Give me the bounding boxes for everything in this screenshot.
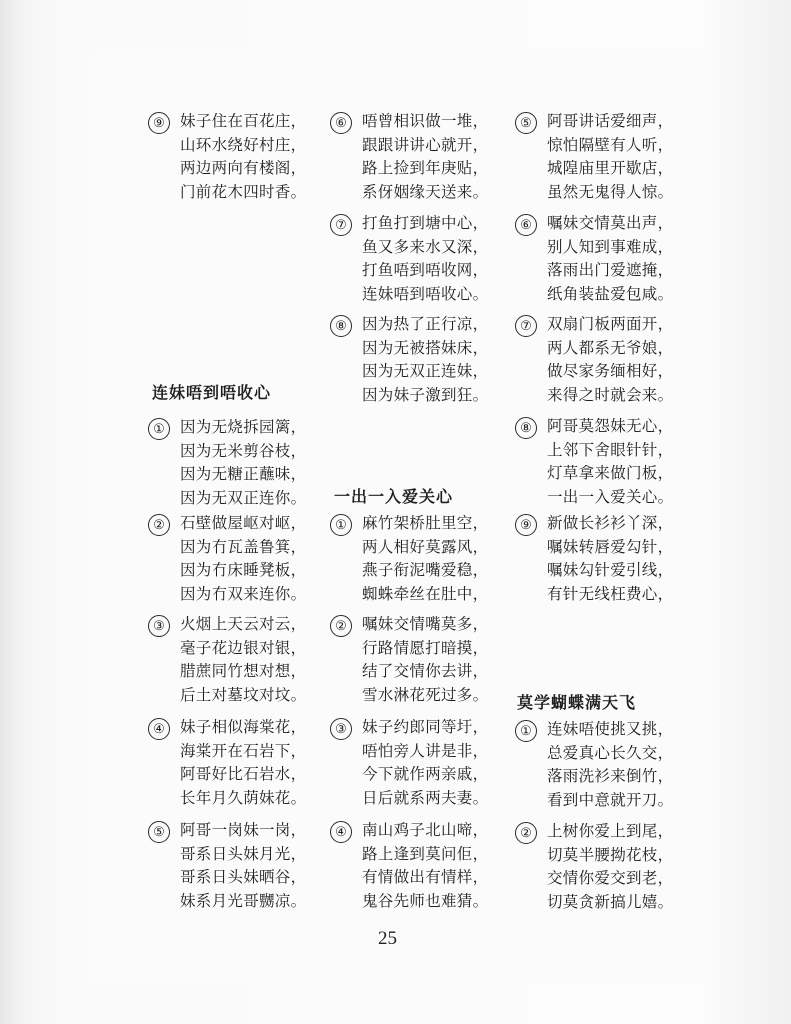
verse-line: 腊蔗同竹想对想， [180,662,307,680]
stanza-number: ⑥ [515,214,537,236]
verse-line: 长年月久荫妹花。 [180,788,307,807]
verse-line: 惊怕隔壁有人听， [547,135,674,154]
verse-line: 因为无被搭妹床， [362,338,489,357]
stanza-lines [180,416,306,510]
stanza-lines [180,512,306,606]
stanza-lines [362,613,488,707]
section-heading: 一出一入爱关心 [334,487,454,506]
verse-line: 系伢姻缘天送来。 [362,182,489,201]
verse-line: 妹系月光哥嬲凉。 [180,891,307,910]
verse-line: 阿哥讲话爱细声， [547,112,674,130]
verse-line: 唔曾相识做一堆， [362,112,489,130]
verse-line: 燕子衔泥嘴爱稳， [362,561,489,579]
verse-line: 有情做出有情样， [362,868,489,886]
stanza-number: ⑦ [330,214,352,236]
verse-line: 新做长衫衫丫深， [547,514,674,532]
verse-line: 因为冇瓦盖鲁箕， [180,537,307,556]
stanza-lines [180,110,306,204]
verse-line: 路上捡到年庚贴， [362,159,489,177]
stanza-lines [362,512,488,606]
verse-line: 打鱼唔到唔收网， [362,261,489,279]
stanza-number: ① [148,418,170,440]
verse-line: 嘱妹转唇爱勾针， [547,537,674,556]
stanza-number: ② [148,514,170,536]
verse-line: 行路情愿打暗摸， [362,638,489,657]
verse-line: 妹子相似海棠花， [180,718,307,736]
verse-line: 灯草拿来做门板， [547,464,674,482]
verse-line: 结了交情你去讲， [362,662,489,680]
verse-line: 一出一入爱关心。 [547,487,674,506]
verse-line: 南山鸡子北山啼， [362,821,489,839]
verse-line: 连妹唔到唔收心。 [362,284,489,303]
stanza-lines [180,716,306,810]
stanza-lines [362,110,488,204]
stanza-number: ⑥ [330,112,352,134]
verse-line: 唔怕旁人讲是非， [362,741,489,760]
verse-line: 嘱妹交情莫出声， [547,214,674,232]
verse-line: 做尽家务缅相好， [547,362,674,380]
verse-line: 后土对墓坟对坟。 [180,685,307,704]
verse-line: 门前花木四时香。 [180,182,307,201]
stanza-number: ⑤ [148,821,170,843]
verse-line: 总爱真心长久交， [547,743,674,762]
verse-line: 纸角装盐爱包咸。 [547,284,674,303]
verse-line: 鬼谷先师也难猜。 [362,891,489,910]
verse-line: 虽然无鬼得人惊。 [547,182,674,201]
stanza-lines [362,313,488,407]
page-number: 25 [378,928,397,949]
stanza-lines [547,212,673,306]
verse-line: 因为妹子激到狂。 [362,385,489,404]
verse-line: 因为热了正行凉， [362,315,489,333]
verse-line: 跟跟讲讲心就开， [362,135,489,154]
verse-line: 雪水淋花死过多。 [362,685,489,704]
stanza-number: ⑨ [148,112,170,134]
verse-line: 交情你爱交到老， [547,869,674,887]
stanza-lines [362,819,488,913]
verse-line: 日后就系两夫妻。 [362,788,489,807]
stanza-lines [547,512,673,606]
verse-line: 嘱妹勾针爱引线， [547,561,674,579]
verse-line: 石壁做屋岖对岖， [180,514,307,532]
verse-line: 两边两向有楼阁， [180,159,307,177]
stanza-number: ① [330,514,352,536]
stanza-lines [547,820,673,914]
verse-line: 打鱼打到塘中心， [362,214,489,232]
stanza-lines [362,212,488,306]
stanza-number: ⑤ [515,112,537,134]
verse-line: 哥系日头妹晒谷， [180,868,307,886]
verse-line: 两人相好莫露风， [362,537,489,556]
verse-line: 蜘蛛牵丝在肚中， [362,584,489,603]
verse-line: 因为无烧拆园篱， [180,418,307,436]
verse-line: 火烟上天云对云， [180,615,307,633]
verse-line: 来得之时就会来。 [547,385,674,404]
stanza-lines [180,819,306,913]
stanza-number: ④ [148,718,170,740]
stanza-number: ③ [330,718,352,740]
verse-line: 毫子花边银对银， [180,638,307,657]
stanza-number: ⑧ [330,315,352,337]
stanza-lines [180,613,306,707]
verse-line: 落雨出门爱遮掩， [547,261,674,279]
verse-line: 嘱妹交情嘴莫多， [362,615,489,633]
verse-line: 海棠开在石岩下， [180,741,307,760]
verse-line: 因为无米剪谷枝， [180,441,307,460]
stanza-number: ⑦ [515,315,537,337]
verse-line: 因为冇双来连你。 [180,584,307,603]
verse-line: 有针无线枉费心， [547,584,674,603]
verse-line: 连妹唔使挑又挑， [547,720,674,738]
stanza-lines [547,415,673,509]
verse-line: 两人都系无爷娘， [547,338,674,357]
section-heading: 连妹唔到唔收心 [152,383,272,402]
stanza-number: ⑨ [515,514,537,536]
stanza-lines [547,718,673,812]
verse-line: 切莫半腰拗花枝， [547,845,674,864]
stanza-number: ① [515,720,537,742]
verse-line: 阿哥莫怨妹无心， [547,417,674,435]
verse-line: 落雨洗衫来倒竹， [547,767,674,785]
section-heading: 莫学蝴蝶满天飞 [517,693,637,712]
stanza-number: ⑧ [515,417,537,439]
verse-line: 因为无双正连你。 [180,488,307,507]
verse-line: 因为无糖正蘸味， [180,465,307,483]
stanza-lines [547,110,673,204]
verse-line: 因为无双正连妹， [362,362,489,380]
verse-line: 双扇门板两面开， [547,315,674,333]
stanza-lines [362,716,488,810]
verse-line: 山环水绕好村庄， [180,135,307,154]
stanza-number: ③ [148,615,170,637]
verse-line: 鱼又多来水又深， [362,237,489,256]
verse-line: 因为冇床睡凳板， [180,561,307,579]
verse-line: 别人知到事难成， [547,237,674,256]
verse-line: 城隍庙里开歇店， [547,159,674,177]
verse-line: 看到中意就开刀。 [547,790,674,809]
verse-line: 麻竹架桥肚里空， [362,514,489,532]
verse-line: 哥系日头妹月光， [180,844,307,863]
verse-line: 阿哥好比石岩水， [180,765,307,783]
stanza-lines [547,313,673,407]
verse-line: 阿哥一岗妹一岗， [180,821,307,839]
verse-line: 上树你爱上到尾， [547,822,674,840]
verse-line: 今下就作两亲戚， [362,765,489,783]
verse-line: 妹子约郎同等圩， [362,718,489,736]
verse-line: 妹子住在百花庄， [180,112,307,130]
stanza-number: ② [515,822,537,844]
stanza-number: ② [330,615,352,637]
stanza-number: ④ [330,821,352,843]
verse-line: 切莫贪新搞儿嬉。 [547,892,674,911]
verse-line: 上邻下舍眼针针， [547,440,674,459]
verse-line: 路上逢到莫问佢， [362,844,489,863]
